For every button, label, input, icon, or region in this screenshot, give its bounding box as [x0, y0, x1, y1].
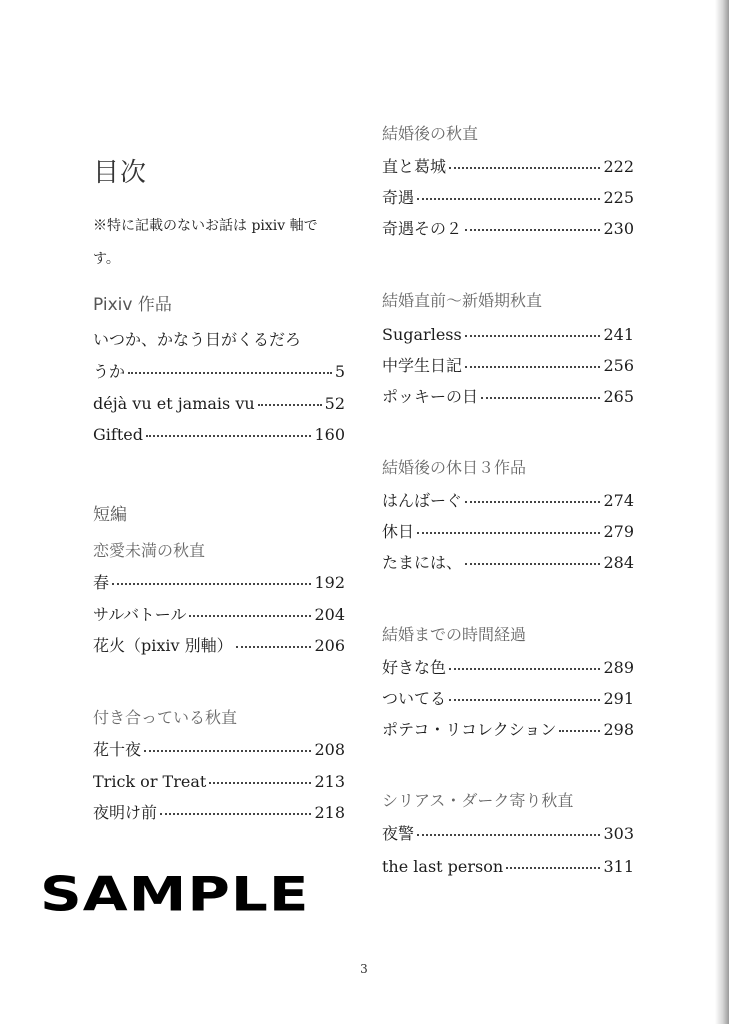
leader-dots: [112, 569, 311, 585]
toc-entry-page: 225: [603, 188, 634, 207]
toc-entry-title: サルバトール: [93, 605, 187, 624]
toc-entry: [382, 657, 634, 678]
leader-dots: [465, 321, 601, 337]
toc-entry: [382, 355, 634, 376]
leader-dots: [465, 215, 600, 231]
toc-note-line2: す。: [93, 251, 120, 267]
toc-entry: [382, 490, 634, 511]
toc-entry-title: ついてる: [382, 689, 447, 708]
toc-entry-title: Trick or Treat: [93, 772, 207, 791]
section-heading: 結婚直前～新婚期秋直: [382, 291, 543, 310]
toc-entry: [382, 521, 634, 542]
toc-entry-page: 289: [603, 658, 634, 677]
toc-entry-title: はんばーぐ: [382, 491, 463, 510]
toc-entry-title: ポテコ・リコレクション: [382, 720, 557, 739]
leader-dots: [209, 768, 311, 784]
section-heading: 結婚後の秋直: [382, 124, 479, 143]
sample-watermark: SAMPLE: [40, 866, 310, 922]
section-heading: 結婚後の休日３作品: [382, 458, 527, 477]
toc-entry: [93, 393, 345, 414]
toc-entry-page: 274: [603, 491, 634, 510]
toc-entry-page: 222: [603, 157, 634, 176]
leader-dots: [506, 853, 600, 869]
toc-entry-page: 208: [314, 740, 345, 759]
leader-dots: [146, 421, 311, 437]
page-number: 3: [360, 962, 368, 976]
toc-entry-page: 311: [603, 857, 634, 876]
toc-entry: [382, 187, 634, 208]
toc-entry: [382, 324, 634, 345]
leader-dots: [465, 549, 600, 565]
toc-entry: [93, 739, 345, 760]
leader-dots: [144, 736, 311, 752]
toc-entry: [93, 802, 345, 823]
toc-entry-page: 279: [603, 522, 634, 541]
leader-dots: [417, 518, 600, 534]
toc-entry: [382, 552, 634, 573]
toc-entry-title: 奇遇: [382, 188, 415, 207]
toc-entry-title: 花火（pixiv 別軸）: [93, 636, 233, 655]
toc-entry-title: 休日: [382, 522, 415, 541]
toc-entry-title: déjà vu et jamais vu: [93, 394, 255, 413]
toc-entry-page: 230: [603, 219, 634, 238]
toc-entry-page: 265: [603, 387, 634, 406]
toc-entry-page: 192: [314, 573, 345, 592]
page-edge-shadow: [715, 0, 729, 1024]
leader-dots: [236, 632, 312, 648]
toc-entry-page: 218: [314, 803, 345, 822]
toc-entry-page: 52: [324, 394, 345, 413]
section-heading-short: 短編: [93, 505, 127, 525]
toc-title: 目次: [93, 158, 148, 188]
toc-entry: [93, 635, 345, 656]
leader-dots: [258, 390, 322, 406]
section-heading: 結婚までの時間経過: [382, 625, 527, 644]
toc-entry-title: 春: [93, 573, 110, 592]
toc-entry-wrapped-title: いつか、かなう日がくるだろ: [93, 330, 302, 349]
leader-dots: [417, 184, 600, 200]
subsection-heading: 付き合っている秋直: [93, 708, 238, 727]
leader-dots: [189, 601, 311, 617]
section-heading: シリアス・ダーク寄り秋直: [382, 791, 574, 810]
toc-entry-page: 291: [603, 689, 634, 708]
toc-entry-title: たまには、: [382, 553, 463, 572]
toc-entry-title: 夜明け前: [93, 803, 158, 822]
toc-entry-page: 160: [314, 425, 345, 444]
toc-entry-title: 夜警: [382, 824, 415, 843]
leader-dots: [128, 358, 332, 374]
toc-entry: [382, 719, 634, 740]
leader-dots: [449, 685, 600, 701]
toc-entry-title: 奇遇その２: [382, 219, 463, 238]
toc-entry-page: 241: [603, 325, 634, 344]
leader-dots: [559, 716, 600, 732]
leader-dots: [465, 487, 600, 503]
toc-entry-page: 284: [603, 553, 634, 572]
toc-entry: [382, 688, 634, 709]
toc-entry: [382, 823, 634, 844]
leader-dots: [449, 654, 600, 670]
toc-entry: [93, 771, 345, 792]
toc-entry: [93, 361, 345, 382]
leader-dots: [417, 820, 600, 836]
toc-entry-title: the last person: [382, 857, 504, 876]
toc-entry-title: Sugarless: [382, 325, 462, 344]
toc-entry: [382, 218, 634, 239]
toc-entry-page: 206: [314, 636, 345, 655]
toc-note-line1: ※特に記載のないお話は pixiv 軸で: [93, 218, 318, 234]
toc-entry-page: 204: [314, 605, 345, 624]
toc-entry: [382, 386, 634, 407]
toc-entry-title: 中学生日記: [382, 356, 463, 375]
toc-entry-page: 5: [334, 362, 345, 381]
toc-entry: [382, 856, 634, 877]
toc-entry: [93, 604, 345, 625]
toc-entry: [93, 424, 345, 445]
toc-entry-title: 花十夜: [93, 740, 142, 759]
toc-entry-title: ポッキーの日: [382, 387, 479, 406]
leader-dots: [160, 799, 311, 815]
toc-entry-title: Gifted: [93, 425, 143, 444]
toc-entry: [382, 156, 634, 177]
leader-dots: [481, 383, 600, 399]
toc-entry-title: うか: [93, 362, 126, 381]
toc-entry: [93, 572, 345, 593]
leader-dots: [465, 352, 600, 368]
subsection-heading: 恋愛未満の秋直: [93, 541, 206, 560]
section-heading-pixiv: Pixiv 作品: [93, 295, 172, 315]
toc-entry-title: 直と葛城: [382, 157, 447, 176]
toc-entry-page: 213: [314, 772, 345, 791]
toc-entry-page: 303: [603, 824, 634, 843]
toc-entry-page: 298: [603, 720, 634, 739]
toc-entry-page: 256: [603, 356, 634, 375]
leader-dots: [449, 153, 600, 169]
toc-entry-title: 好きな色: [382, 658, 447, 677]
